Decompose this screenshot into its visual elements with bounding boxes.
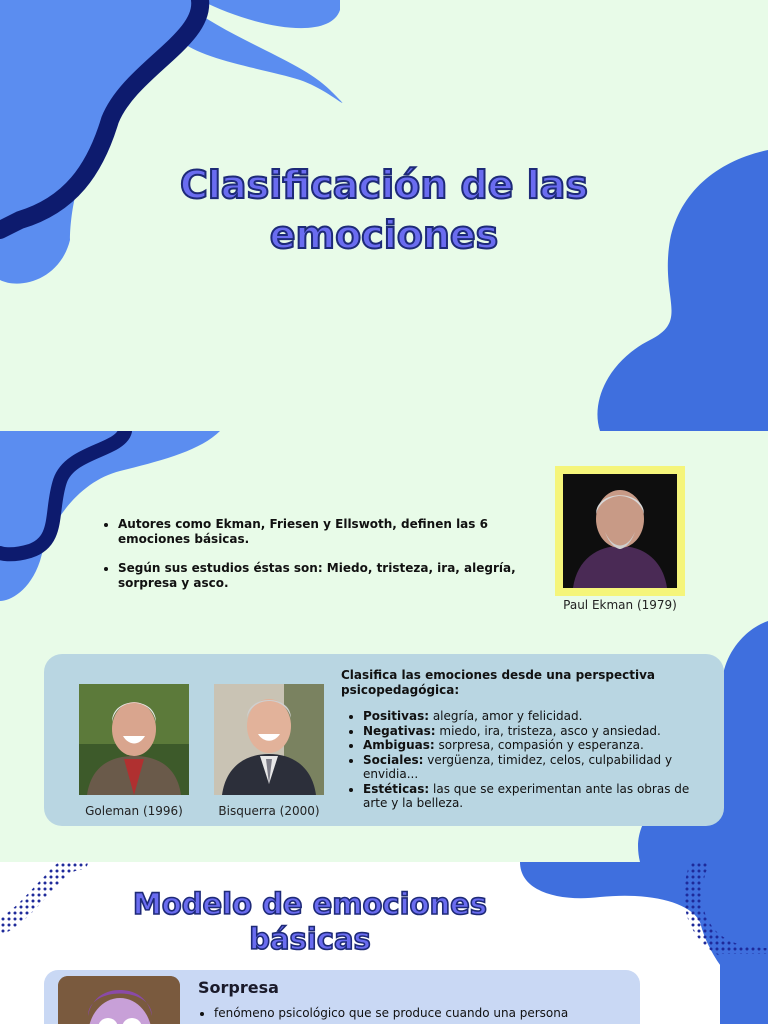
slide-authors: [0, 431, 768, 862]
category-text: alegría, amor y felicidad.: [429, 709, 583, 723]
category-label: Sociales:: [363, 752, 424, 767]
goleman-caption: Goleman (1996): [85, 804, 183, 818]
category-text: sorpresa, compasión y esperanza.: [434, 738, 644, 752]
classification-text: [341, 668, 701, 811]
surprise-card: [44, 970, 640, 1024]
ekman-caption: Paul Ekman (1979): [563, 598, 677, 612]
classification-heading: Clasifica las emociones desde una perspectiva psicopedagógica:: [341, 668, 655, 697]
category-label: Positivas:: [363, 709, 430, 723]
category-text: miedo, ira, tristeza, asco y ansiedad.: [435, 723, 661, 738]
category-label: Negativas:: [363, 723, 436, 738]
category-text: las que se experimentan ante las obras de arte y la belleza.: [363, 781, 690, 810]
list-item: [363, 724, 701, 739]
ekman-photo-frame: [555, 466, 685, 596]
emotion-title: Sorpresa: [198, 978, 279, 997]
section-title: Modelo de emociones básicas: [132, 887, 488, 956]
slide-title: [0, 0, 768, 431]
category-label: Estéticas:: [363, 781, 430, 796]
goleman-photo: [79, 684, 189, 795]
category-text: vergüenza, timidez, celos, culpabilidad y envidia...: [363, 752, 673, 781]
list-item: [363, 738, 701, 753]
ekman-photo: [563, 474, 677, 588]
bisquerra-caption: Bisquerra (2000): [218, 804, 320, 818]
bullet-item: • Según sus estudios éstas son: Miedo, tristeza, ira, alegría, sorpresa y asco.: [118, 561, 522, 591]
ekman-bullet-list: [102, 517, 522, 605]
list-item: [363, 782, 701, 811]
bullet-item: • Autores como Ekman, Friesen y Ellswoth, definen las 6 emociones básicas.: [118, 517, 522, 547]
list-item: [363, 753, 701, 782]
emotion-description: [198, 1006, 618, 1021]
list-item: • fenómeno psicológico que se produce cuando una persona: [214, 1006, 618, 1021]
category-label: Ambiguas:: [363, 738, 435, 752]
surprise-character-image: [58, 976, 180, 1024]
page-title: Clasificación de las emociones: [180, 163, 588, 257]
list-item: [363, 709, 701, 724]
bisquerra-photo: [214, 684, 324, 795]
psychopedagogy-card: [44, 654, 724, 826]
slide-basic-emotions: [0, 862, 768, 1024]
